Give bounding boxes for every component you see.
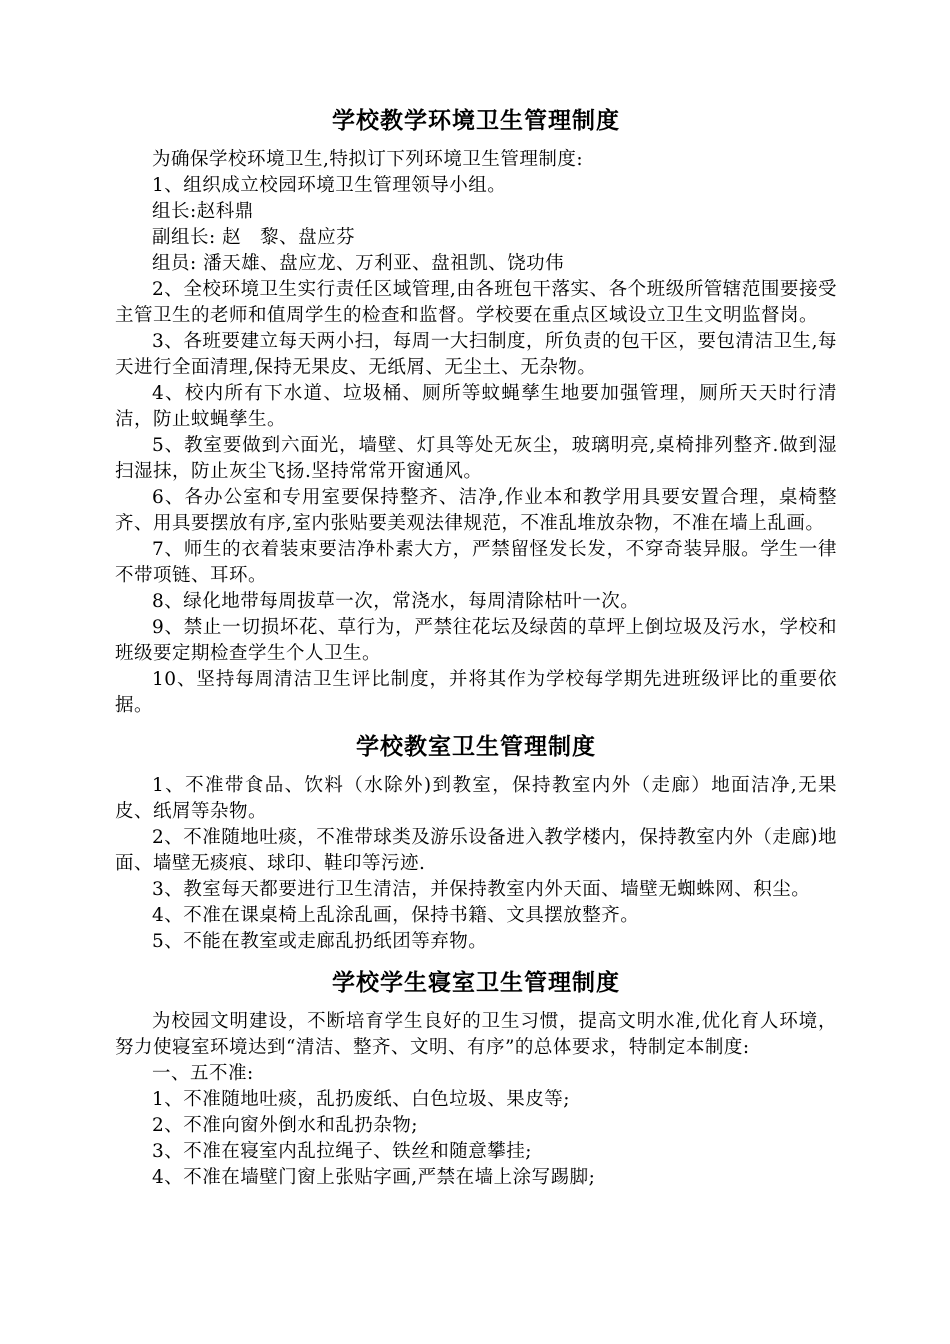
paragraph: 10、坚持每周清洁卫生评比制度，并将其作为学校每学期先进班级评比的重要依据。 (115, 669, 837, 716)
paragraph: 3、教室每天都要进行卫生清洁，并保持教室内外天面、墙壁无蜘蛛网、积尘。 (152, 879, 811, 900)
paragraph: 7、师生的衣着装束要洁净朴素大方，严禁留怪发长发，不穿奇装异服。学生一律不带项链、耳环。 (115, 539, 837, 586)
paragraph: 为校园文明建设，不断培育学生良好的卫生习惯，提高文明水准,优化育人环境，努力使寝室环境达到“清洁、整齐、文明、有序”的总体要求，特制定本制度: (115, 1011, 837, 1058)
paragraph: 为确保学校环境卫生,特拟订下列环境卫生管理制度: (152, 149, 584, 170)
paragraph: 2、全校环境卫生实行责任区域管理,由各班包干落实、各个班级所管辖范围要接受主管卫生的老师和值周学生的检查和监督。学校要在重点区域设立卫生文明监督岗。 (115, 279, 837, 326)
paragraph: 一、五不准: (152, 1063, 254, 1084)
paragraph: 组长:赵科鼎 (152, 201, 254, 222)
paragraph: 8、绿化地带每周拔草一次，常浇水，每周清除枯叶一次。 (152, 591, 640, 612)
paragraph: 5、教室要做到六面光，墙壁、灯具等处无灰尘，玻璃明亮,桌椅排列整齐.做到湿扫湿抹，防止灰尘飞扬.坚持常常开窗通风。 (115, 435, 837, 482)
paragraph: 1、不准带食品、饮料（水除外)到教室，保持教室内外（走廊）地面洁净,无果皮、纸屑等杂物。 (115, 775, 837, 822)
paragraph: 5、不能在教室或走廊乱扔纸团等弃物。 (152, 931, 488, 952)
paragraph: 9、禁止一切损坏花、草行为，严禁往花坛及绿茵的草坪上倒垃圾及污水，学校和班级要定期检查学生个人卫生。 (115, 617, 837, 664)
section-body-teaching-environment (115, 147, 837, 719)
paragraph: 2、不准向窗外倒水和乱扔杂物; (152, 1115, 419, 1136)
section-body-classroom (115, 773, 837, 955)
paragraph: 4、校内所有下水道、垃圾桶、厕所等蚊蝇孳生地要加强管理，厕所天天时行清洁，防止蚊蝇孳生。 (115, 383, 837, 430)
section-title-classroom: 学校教室卫生管理制度 (356, 733, 596, 760)
paragraph: 副组长: 赵 黎、盘应芬 (152, 227, 356, 248)
paragraph: 3、不准在寝室内乱拉绳子、铁丝和随意攀挂; (152, 1141, 533, 1162)
paragraph: 4、不准在墙壁门窗上张贴字画,严禁在墙上涂写踢脚; (152, 1167, 596, 1188)
paragraph: 组员: 潘天雄、盘应龙、万利亚、盘祖凯、饶功伟 (152, 253, 565, 274)
section-body-dormitory (115, 1009, 837, 1191)
document-page (115, 105, 837, 1191)
paragraph: 3、各班要建立每天两小扫，每周一大扫制度，所负责的包干区，要包清洁卫生,每天进行全面清理,保持无果皮、无纸屑、无尘土、无杂物。 (115, 331, 837, 378)
paragraph: 1、组织成立校园环境卫生管理领导小组。 (152, 175, 507, 196)
section-title-dormitory: 学校学生寝室卫生管理制度 (332, 969, 620, 996)
paragraph: 1、不准随地吐痰，乱扔废纸、白色垃圾、果皮等; (152, 1089, 571, 1110)
paragraph: 6、各办公室和专用室要保持整齐、洁净,作业本和教学用具要安置合理，桌椅整齐、用具要摆放有序,室内张贴要美观法律规范，不准乱堆放杂物，不准在墙上乱画。 (115, 487, 837, 534)
paragraph: 4、不准在课桌椅上乱涂乱画，保持书籍、文具摆放整齐。 (152, 905, 640, 926)
paragraph: 2、不准随地吐痰，不准带球类及游乐设备进入教学楼内，保持教室内外（走廊)地面、墙壁无痰痕、球印、鞋印等污迹. (115, 827, 837, 874)
section-title-teaching-environment: 学校教学环境卫生管理制度 (332, 107, 620, 134)
